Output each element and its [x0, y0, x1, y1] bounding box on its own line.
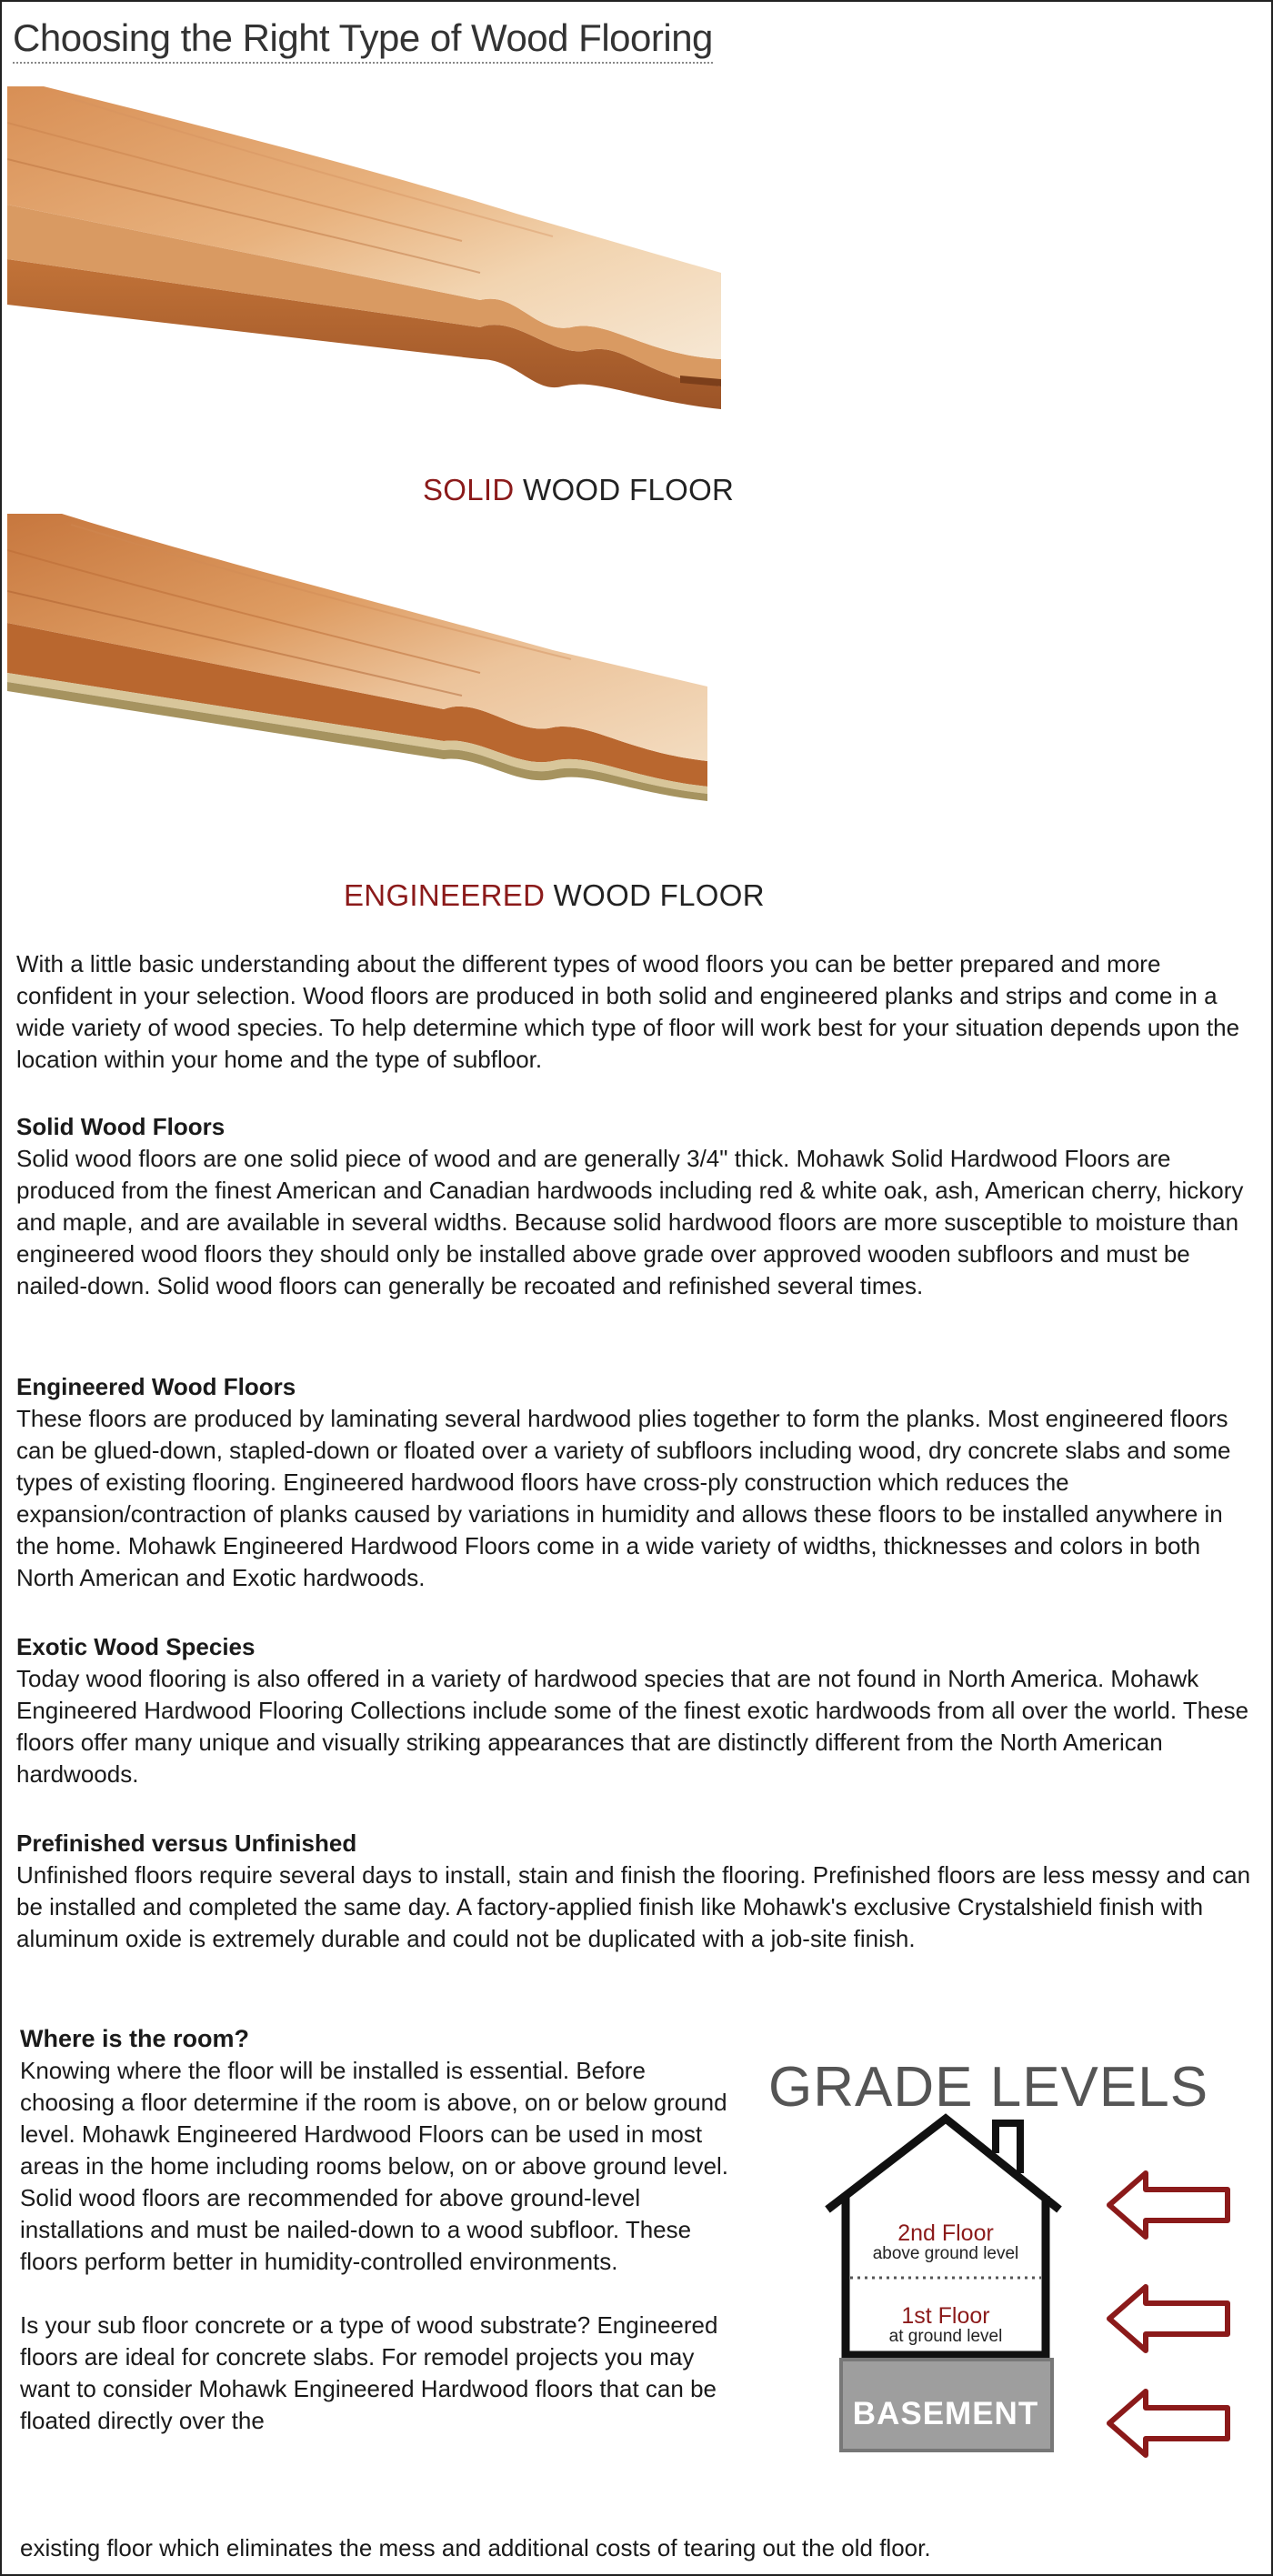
solid-floor-caption	[423, 473, 734, 507]
second-floor-subtitle: above ground level	[872, 2244, 1019, 2263]
room-section	[20, 2023, 729, 2437]
intro-paragraph: With a little basic understanding about the different types of wood floors you can be better prepared and more confident in your selection. Wood floors are produced in both solid and engineered planks and strips and come in a wide variety of wood species. To help determine which type of floor will work best for your situation depends upon the location within your home and the type of subfloor.	[16, 950, 1240, 1073]
first-floor-label	[855, 2304, 1037, 2346]
engineered-plank-illustration	[7, 514, 726, 805]
solid-caption-accent: SOLID	[423, 473, 515, 506]
grade-levels-title: GRADE LEVELS	[768, 2056, 1209, 2119]
intro-block	[16, 948, 1258, 1076]
basement-label: BASEMENT	[852, 2396, 1039, 2431]
room-paragraph-1: Knowing where the floor will be installed is essential. Before choosing a floor determine if the room is above, on or below ground level. Mohawk Engineered Hardwood Floors can be used in most areas in the home including rooms below, on or above ground level. Solid wood floors are recommended for above ground-level installations and must be nailed-down to a wood subfloor. These floors perform better in humidity-controlled environments.	[20, 2057, 729, 2275]
solid-plank-illustration	[7, 86, 726, 432]
room-heading: Where is the room?	[20, 2025, 250, 2052]
section-prefinished	[16, 1828, 1258, 1955]
section-heading: Solid Wood Floors	[16, 1113, 226, 1140]
second-floor-title: 2nd Floor	[897, 2220, 994, 2246]
section-heading: Engineered Wood Floors	[16, 1373, 296, 1400]
solid-plank-figure	[7, 86, 726, 432]
solid-caption-rest: WOOD FLOOR	[514, 473, 735, 506]
section-heading: Prefinished versus Unfinished	[16, 1829, 357, 1857]
section-heading: Exotic Wood Species	[16, 1633, 256, 1660]
section-solid-wood	[16, 1111, 1258, 1302]
section-body: Solid wood floors are one solid piece of wood and are generally 3/4" thick. Mohawk Solid Hardwood Floors are produced from the finest American and Canadian hardwoods including red & white oak, ash, American cherry, hickory and maple, and are available in several widths. Because solid hardwood floors are more susceptible to moisture than engineered wood floors they should only be installed above grade over approved wooden subfloors and must be nailed-down. Solid wood floors can generally be recoated and refinished several times.	[16, 1145, 1244, 1299]
engineered-floor-caption	[344, 878, 765, 913]
engineered-plank-figure	[7, 514, 726, 805]
grade-levels-diagram	[755, 2055, 1264, 2482]
page-title: Choosing the Right Type of Wood Flooring	[13, 16, 713, 64]
engineered-caption-rest: WOOD FLOOR	[545, 878, 765, 912]
section-exotic-species	[16, 1631, 1258, 1790]
first-floor-title: 1st Floor	[901, 2303, 990, 2329]
room-paragraph-2-end: existing floor which eliminates the mess and additional costs of tearing out the old floor.	[20, 2534, 931, 2561]
section-body: These floors are produced by laminating several hardwood plies together to form the planks. Most engineered floors can be glued-down, stapled-down or floated over a variety of subfloors including wood, dry concrete slabs and some types of existing flooring. Engineered hardwood floors have cross-ply construction which reduces the expansion/contraction of planks caused by variations in humidity and allows these floors to be installed anywhere in the home. Mohawk Engineered Hardwood Floors come in a wide variety of widths, thicknesses and colors in both North American and Exotic hardwoods.	[16, 1405, 1231, 1591]
second-floor-label	[855, 2221, 1037, 2263]
engineered-caption-accent: ENGINEERED	[344, 878, 546, 912]
section-body: Today wood flooring is also offered in a variety of hardwood species that are not found in North America. Mohawk Engineered Hardwood Flooring Collections include some of the finest exotic hardwoods from all over the world. These floors offer many unique and visually striking appearances that are distinctly different from the North American hardwoods.	[16, 1665, 1249, 1788]
section-body: Unfinished floors require several days to install, stain and finish the flooring. Prefinished floors are less messy and can be installed and completed the same day. A factory-applied finish like Mohawk's exclusive Crystalshield finish with aluminum oxide is extremely durable and could not be duplicated with a job-site finish.	[16, 1861, 1251, 1952]
room-paragraph-2: Is your sub floor concrete or a type of wood substrate? Engineered floors are ideal for concrete slabs. For remodel projects you may want to consider Mohawk Engineered Hardwood floors that can be floated directly over the	[20, 2311, 718, 2434]
first-floor-subtitle: at ground level	[888, 2327, 1003, 2346]
section-engineered-wood	[16, 1371, 1258, 1594]
